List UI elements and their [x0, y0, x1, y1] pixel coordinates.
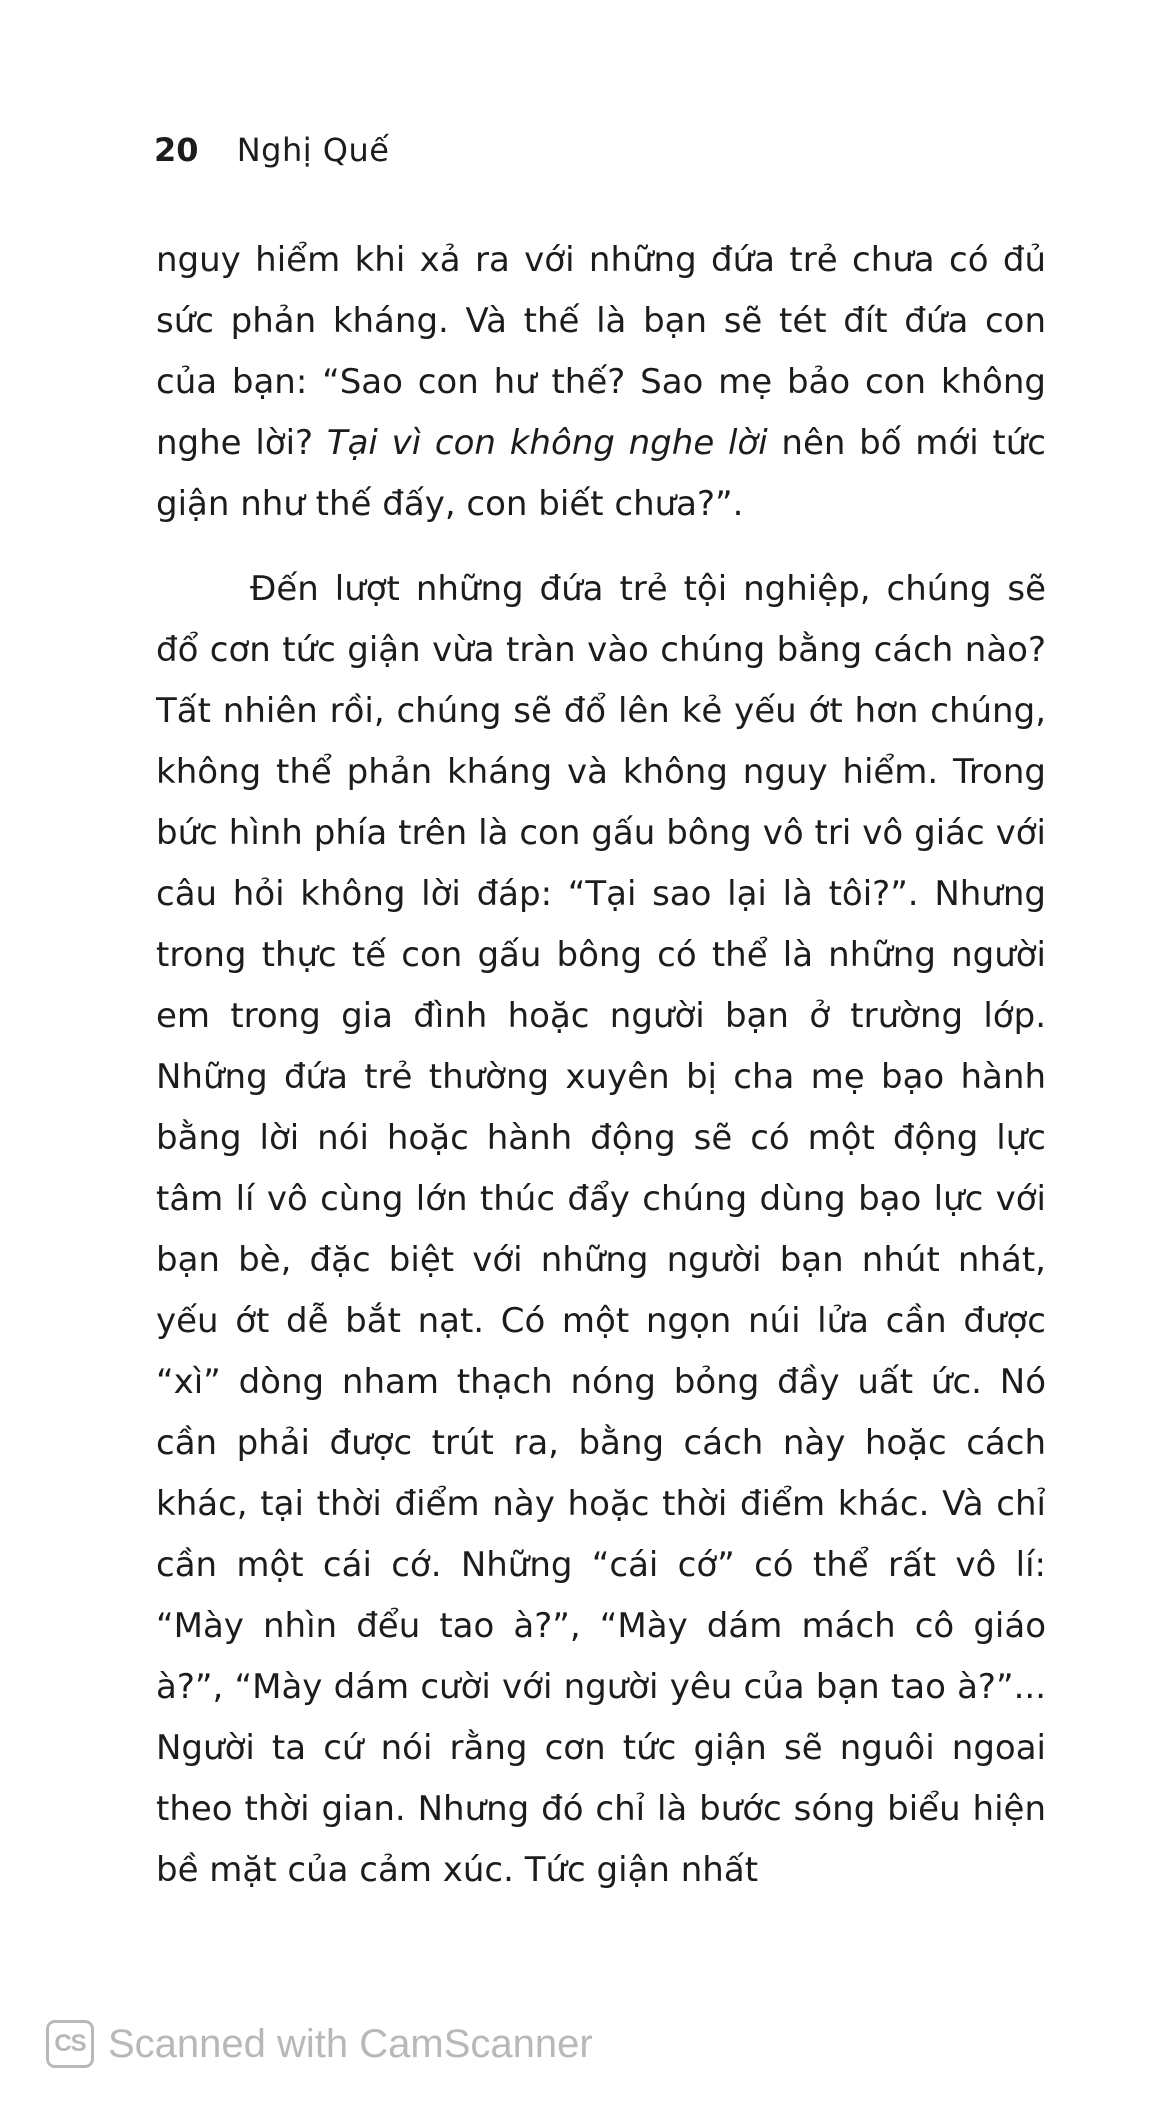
- paragraph-1-italic-phrase: Tại vì con không nghe lời: [326, 423, 768, 463]
- camscanner-logo-icon: CS: [46, 2020, 94, 2068]
- scanner-watermark-text: Scanned with CamScanner: [108, 2021, 593, 2066]
- running-title: Nghị Quế: [236, 131, 390, 169]
- paragraph-1-text-start: nguy hiểm khi xả ra với những đứa trẻ chưa có đủ sức phản kháng. Và thế là bạn sẽ tét đít đứa con của bạn: “Sao con hư thế? Sao mẹ bảo con không nghe lời?: [156, 240, 1046, 463]
- page-header: [154, 130, 389, 170]
- paragraph-1-text-end: nên bố mới tức giận như thế đấy, con biết chưa?”.: [156, 423, 1046, 524]
- page-number: 20: [154, 131, 199, 169]
- body-text: [156, 230, 1046, 1901]
- paragraph-1: [156, 230, 1046, 535]
- scanner-watermark: [46, 2020, 593, 2068]
- paragraph-2: Đến lượt những đứa trẻ tội nghiệp, chúng sẽ đổ cơn tức giận vừa tràn vào chúng bằng cách nào? Tất nhiên rồi, chúng sẽ đổ lên kẻ yếu ớt hơn chúng, không thể phản kháng và không nguy hiểm. Trong bức hình phía trên là con gấu bông vô tri vô giác với câu hỏi không lời đáp: “Tại sao lại là tôi?”. Nhưng trong thực tế con gấu bông có thể là những người em trong gia đình hoặc người bạn ở trường lớp. Những đứa trẻ thường xuyên bị cha mẹ bạo hành bằng lời nói hoặc hành động sẽ có một động lực tâm lí vô cùng lớn thúc đẩy chúng dùng bạo lực với bạn bè, đặc biệt với những người bạn nhút nhát, yếu ớt dễ bắt nạt. Có một ngọn núi lửa cần được “xì” dòng nham thạch nóng bỏng đầy uất ức. Nó cần phải được trút ra, bằng cách này hoặc cách khác, tại thời điểm này hoặc thời điểm khác. Và chỉ cần một cái cớ. Những “cái cớ” có thể rất vô lí: “Mày nhìn đểu tao à?”, “Mày dám mách cô giáo à?”, “Mày dám cười với người yêu của bạn tao à?”... Người ta cứ nói rằng cơn tức giận sẽ nguôi ngoai theo thời gian. Nhưng đó chỉ là bước sóng biểu hiện bề mặt của cảm xúc. Tức giận nhất: [156, 569, 1046, 1890]
